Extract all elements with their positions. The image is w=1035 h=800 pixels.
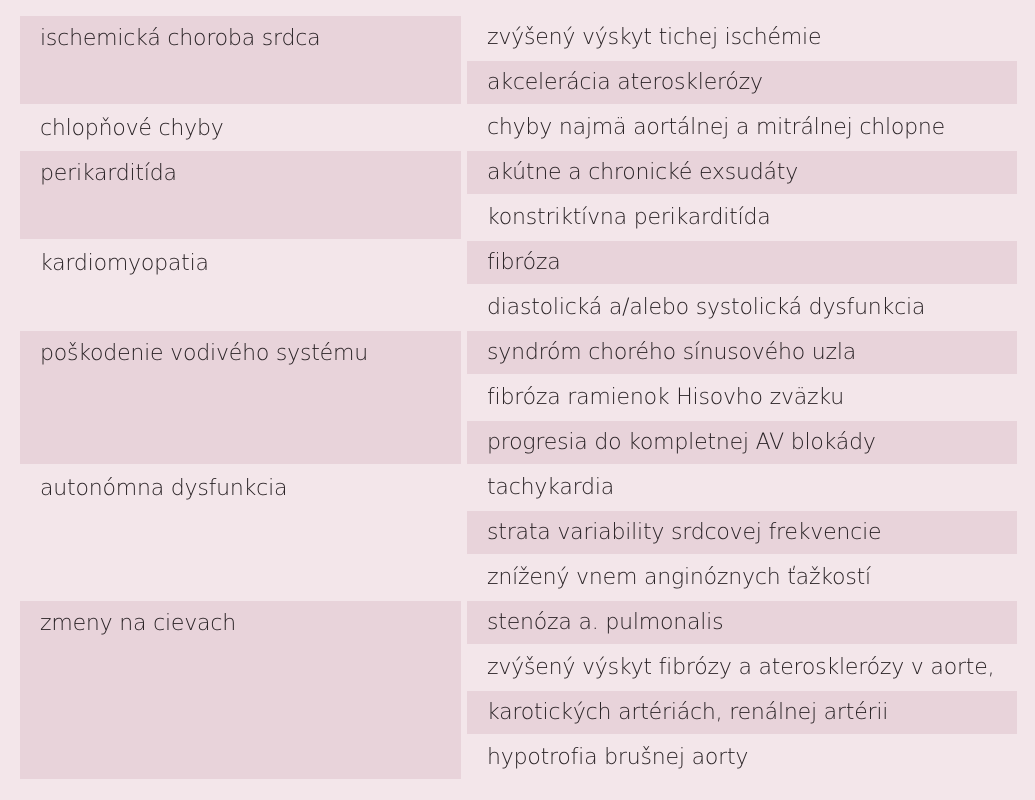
table-row [20, 241, 1017, 284]
finding-cell: akútne a chronické exsudáty [467, 151, 1017, 194]
finding-cell: strata variability srdcovej frekvencie [467, 511, 1017, 554]
finding-cell: konstriktívna perikarditída [487, 204, 771, 230]
finding-cell: diastolická a/alebo systolická dysfunkcia [487, 294, 926, 320]
category-cell: autonómna dysfunkcia [40, 476, 288, 501]
category-cell: chlopňové chyby [40, 116, 224, 141]
category-cell: zmeny na cievach [20, 601, 461, 779]
category-cell: ischemická choroba srdca [20, 16, 461, 104]
table-row [20, 106, 1017, 149]
finding-cell: hypotrofia brušnej aorty [487, 744, 749, 770]
table-row [20, 466, 1017, 509]
finding-cell: fibróza ramienok Hisovho zväzku [487, 384, 845, 410]
table-row [20, 16, 1017, 59]
finding-cell: progresia do kompletnej AV blokády [467, 421, 1017, 464]
table-row [20, 151, 1017, 194]
category-cell: poškodenie vodivého systému [20, 331, 461, 464]
category-cell: perikarditída [20, 151, 461, 239]
finding-cell: syndróm chorého sínusového uzla [467, 331, 1017, 374]
finding-cell: zvýšený výskyt tichej ischémie [487, 24, 822, 50]
finding-cell: akcelerácia aterosklerózy [467, 61, 1017, 104]
table-row [20, 601, 1017, 644]
category-cell: kardiomyopatia [40, 251, 209, 276]
finding-cell: znížený vnem anginóznych ťažkostí [487, 564, 871, 590]
finding-cell: zvýšený výskyt fibrózy a aterosklerózy v aorte, [487, 654, 995, 680]
findings-table [14, 14, 1023, 781]
finding-cell: tachykardia [487, 474, 615, 500]
finding-cell: chyby najmä aortálnej a mitrálnej chlopne [487, 114, 945, 140]
finding-cell: karotických artériách, renálnej artérii [467, 691, 1017, 734]
finding-cell: stenóza a. pulmonalis [467, 601, 1017, 644]
finding-cell: fibróza [467, 241, 1017, 284]
table-row [20, 331, 1017, 374]
findings-table-body [20, 16, 1017, 779]
